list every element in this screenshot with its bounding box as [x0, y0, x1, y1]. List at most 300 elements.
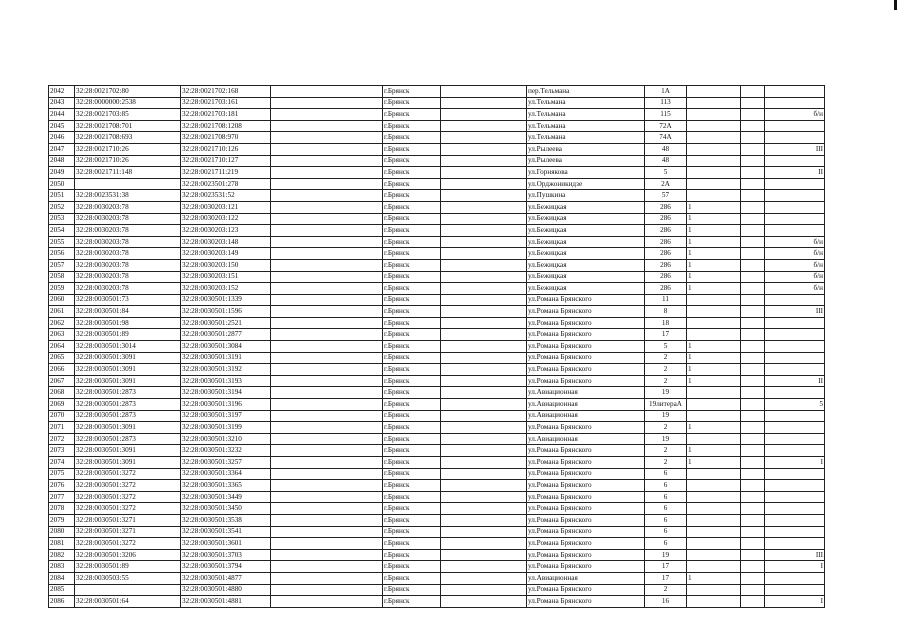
empty-cell	[441, 584, 527, 596]
cadastral-number	[75, 178, 181, 190]
city-cell: г.Брянск	[383, 236, 441, 248]
cadastral-number: 32:28:0030501:3271	[75, 526, 181, 538]
street-cell: ул.Романа Брянского	[527, 306, 645, 318]
row-number: 2050	[49, 178, 75, 190]
street-cell: ул.Романа Брянского	[527, 352, 645, 364]
premises-mark: II	[765, 167, 825, 179]
premises-mark	[765, 538, 825, 550]
premises-number: 32:28:0030501:3257	[181, 457, 271, 469]
premises-number: 32:28:0030501:1596	[181, 306, 271, 318]
street-cell: ул.Романа Брянского	[527, 480, 645, 492]
empty-cell	[271, 561, 383, 573]
street-cell: ул.Романа Брянского	[527, 503, 645, 515]
empty-cell	[271, 259, 383, 271]
premises-number: 32:28:0021711:219	[181, 167, 271, 179]
building-cell: 1	[687, 341, 741, 353]
row-number: 2067	[49, 375, 75, 387]
empty-cell	[271, 399, 383, 411]
cadastral-number: 32:28:0030203:78	[75, 271, 181, 283]
building-cell	[687, 491, 741, 503]
empty-cell	[271, 317, 383, 329]
empty-cell	[271, 503, 383, 515]
building-cell: 1	[687, 236, 741, 248]
building-cell	[687, 433, 741, 445]
building-cell: 1	[687, 445, 741, 457]
premises-mark	[765, 294, 825, 306]
empty-cell	[741, 480, 765, 492]
table-row	[49, 132, 825, 144]
empty-cell	[271, 167, 383, 179]
table-row	[49, 86, 825, 98]
street-cell: ул.Бежицкая	[527, 248, 645, 260]
table-row	[49, 225, 825, 237]
premises-number: 32:28:0030501:3193	[181, 375, 271, 387]
table-row	[49, 341, 825, 353]
cadastral-number: 32:28:0030501:3091	[75, 375, 181, 387]
empty-cell	[441, 143, 527, 155]
empty-cell	[271, 526, 383, 538]
city-cell: г.Брянск	[383, 364, 441, 376]
building-cell	[687, 410, 741, 422]
street-cell: ул.Орджоникидзе	[527, 178, 645, 190]
house-number: 2	[645, 445, 687, 457]
street-cell: ул.Авиационная	[527, 572, 645, 584]
empty-cell	[741, 538, 765, 550]
empty-cell	[741, 572, 765, 584]
table-row	[49, 201, 825, 213]
house-number: 19	[645, 410, 687, 422]
cadastral-number: 32:28:0030503:55	[75, 572, 181, 584]
house-number: 113	[645, 97, 687, 109]
house-number: 2	[645, 584, 687, 596]
empty-cell	[741, 364, 765, 376]
empty-cell	[741, 143, 765, 155]
building-cell: 1	[687, 225, 741, 237]
table-row	[49, 213, 825, 225]
empty-cell	[441, 445, 527, 457]
empty-cell	[441, 422, 527, 434]
cadastral-number: 32:28:0030501:3206	[75, 549, 181, 561]
street-cell: ул.Бежицкая	[527, 271, 645, 283]
empty-cell	[441, 514, 527, 526]
premises-number: 32:28:0030501:3191	[181, 352, 271, 364]
table-row	[49, 457, 825, 469]
building-cell	[687, 549, 741, 561]
cadastral-number: 32:28:0030501:3091	[75, 457, 181, 469]
table-row	[49, 433, 825, 445]
row-number: 2086	[49, 596, 75, 608]
premises-mark: I	[765, 596, 825, 608]
premises-number: 32:28:0030501:3365	[181, 480, 271, 492]
table-row	[49, 120, 825, 132]
empty-cell	[441, 86, 527, 98]
premises-number: 32:28:0021703:161	[181, 97, 271, 109]
empty-cell	[741, 317, 765, 329]
empty-cell	[271, 457, 383, 469]
house-number: 72А	[645, 120, 687, 132]
premises-number: 32:28:0021703:181	[181, 109, 271, 121]
cadastral-number: 32:28:0030501:3091	[75, 352, 181, 364]
building-cell	[687, 143, 741, 155]
premises-mark	[765, 433, 825, 445]
street-cell: ул.Романа Брянского	[527, 294, 645, 306]
row-number: 2080	[49, 526, 75, 538]
row-number: 2063	[49, 329, 75, 341]
empty-cell	[271, 109, 383, 121]
house-number: 48	[645, 143, 687, 155]
table-row	[49, 445, 825, 457]
table-row	[49, 143, 825, 155]
empty-cell	[441, 596, 527, 608]
empty-cell	[441, 387, 527, 399]
row-number: 2071	[49, 422, 75, 434]
empty-cell	[441, 491, 527, 503]
registry-table-container	[48, 85, 824, 608]
table-row	[49, 190, 825, 202]
premises-mark	[765, 178, 825, 190]
empty-cell	[741, 97, 765, 109]
house-number: 8	[645, 306, 687, 318]
street-cell: ул.Бежицкая	[527, 213, 645, 225]
row-number: 2045	[49, 120, 75, 132]
premises-number: 32:28:0030203:151	[181, 271, 271, 283]
house-number: 17	[645, 572, 687, 584]
premises-number: 32:28:0030501:3538	[181, 514, 271, 526]
house-number: 16	[645, 596, 687, 608]
city-cell: г.Брянск	[383, 86, 441, 98]
table-row	[49, 155, 825, 167]
cadastral-number: 32:28:0030501:3272	[75, 538, 181, 550]
street-cell: пер.Тельмана	[527, 86, 645, 98]
cadastral-number: 32:28:0030501:73	[75, 294, 181, 306]
empty-cell	[271, 410, 383, 422]
premises-mark	[765, 120, 825, 132]
table-row	[49, 317, 825, 329]
building-cell: 1	[687, 259, 741, 271]
street-cell: ул.Романа Брянского	[527, 491, 645, 503]
building-cell: 1	[687, 248, 741, 260]
empty-cell	[441, 399, 527, 411]
premises-number: 32:28:0030501:2521	[181, 317, 271, 329]
city-cell: г.Брянск	[383, 549, 441, 561]
registry-table	[48, 85, 825, 608]
premises-number: 32:28:0021710:126	[181, 143, 271, 155]
premises-mark	[765, 410, 825, 422]
city-cell: г.Брянск	[383, 259, 441, 271]
premises-mark	[765, 155, 825, 167]
premises-mark	[765, 572, 825, 584]
empty-cell	[441, 120, 527, 132]
empty-cell	[271, 271, 383, 283]
cadastral-number: 32:28:0021708:701	[75, 120, 181, 132]
premises-mark	[765, 352, 825, 364]
building-cell	[687, 306, 741, 318]
street-cell: ул.Романа Брянского	[527, 526, 645, 538]
house-number: 19	[645, 549, 687, 561]
cadastral-number: 32:28:0030203:78	[75, 213, 181, 225]
house-number: 57	[645, 190, 687, 202]
house-number: 18	[645, 317, 687, 329]
table-row	[49, 109, 825, 121]
empty-cell	[271, 584, 383, 596]
row-number: 2042	[49, 86, 75, 98]
empty-cell	[741, 259, 765, 271]
empty-cell	[741, 329, 765, 341]
table-row	[49, 352, 825, 364]
empty-cell	[441, 190, 527, 202]
premises-number: 32:28:0030501:4877	[181, 572, 271, 584]
cadastral-number	[75, 584, 181, 596]
city-cell: г.Брянск	[383, 514, 441, 526]
empty-cell	[271, 329, 383, 341]
table-row	[49, 410, 825, 422]
street-cell: ул.Авиационная	[527, 399, 645, 411]
street-cell: ул.Романа Брянского	[527, 445, 645, 457]
premises-number: 32:28:0030501:3192	[181, 364, 271, 376]
house-number: 17	[645, 561, 687, 573]
premises-mark: б/н	[765, 259, 825, 271]
street-cell: ул.Тельмана	[527, 97, 645, 109]
city-cell: г.Брянск	[383, 271, 441, 283]
row-number: 2060	[49, 294, 75, 306]
empty-cell	[441, 236, 527, 248]
cadastral-number: 32:28:0030501:3272	[75, 503, 181, 515]
table-row	[49, 283, 825, 295]
cadastral-number: 32:28:0030501:84	[75, 306, 181, 318]
table-row	[49, 468, 825, 480]
house-number: 2А	[645, 178, 687, 190]
city-cell: г.Брянск	[383, 97, 441, 109]
table-row	[49, 248, 825, 260]
table-row	[49, 236, 825, 248]
empty-cell	[741, 526, 765, 538]
row-number: 2062	[49, 317, 75, 329]
page-edge-mark	[894, 0, 897, 10]
street-cell: ул.Рылеева	[527, 155, 645, 167]
empty-cell	[741, 283, 765, 295]
city-cell: г.Брянск	[383, 445, 441, 457]
empty-cell	[741, 561, 765, 573]
premises-number: 32:28:0023531:52	[181, 190, 271, 202]
cadastral-number: 32:28:0030203:78	[75, 236, 181, 248]
premises-number: 32:28:0030203:123	[181, 225, 271, 237]
city-cell: г.Брянск	[383, 201, 441, 213]
table-row	[49, 561, 825, 573]
empty-cell	[441, 526, 527, 538]
building-cell: 1	[687, 271, 741, 283]
row-number: 2053	[49, 213, 75, 225]
house-number: 2	[645, 422, 687, 434]
table-row	[49, 549, 825, 561]
row-number: 2061	[49, 306, 75, 318]
city-cell: г.Брянск	[383, 538, 441, 550]
building-cell	[687, 97, 741, 109]
row-number: 2047	[49, 143, 75, 155]
empty-cell	[741, 201, 765, 213]
empty-cell	[441, 294, 527, 306]
table-row	[49, 364, 825, 376]
street-cell: ул.Тельмана	[527, 109, 645, 121]
street-cell: ул.Романа Брянского	[527, 584, 645, 596]
house-number: 286	[645, 248, 687, 260]
city-cell: г.Брянск	[383, 120, 441, 132]
city-cell: г.Брянск	[383, 132, 441, 144]
house-number: 5	[645, 167, 687, 179]
premises-number: 32:28:0030501:3084	[181, 341, 271, 353]
city-cell: г.Брянск	[383, 387, 441, 399]
premises-mark	[765, 364, 825, 376]
empty-cell	[441, 155, 527, 167]
empty-cell	[441, 132, 527, 144]
premises-mark	[765, 132, 825, 144]
premises-number: 32:28:0021708:970	[181, 132, 271, 144]
row-number: 2059	[49, 283, 75, 295]
building-cell	[687, 190, 741, 202]
premises-mark	[765, 201, 825, 213]
building-cell	[687, 294, 741, 306]
empty-cell	[441, 352, 527, 364]
city-cell: г.Брянск	[383, 457, 441, 469]
empty-cell	[741, 596, 765, 608]
empty-cell	[741, 178, 765, 190]
empty-cell	[271, 283, 383, 295]
empty-cell	[271, 364, 383, 376]
row-number: 2057	[49, 259, 75, 271]
city-cell: г.Брянск	[383, 317, 441, 329]
street-cell: ул.Романа Брянского	[527, 596, 645, 608]
premises-mark	[765, 526, 825, 538]
premises-mark: б/н	[765, 109, 825, 121]
street-cell: ул.Бежицкая	[527, 201, 645, 213]
empty-cell	[271, 572, 383, 584]
row-number: 2068	[49, 387, 75, 399]
table-row	[49, 178, 825, 190]
city-cell: г.Брянск	[383, 596, 441, 608]
premises-number: 32:28:0023501:278	[181, 178, 271, 190]
premises-mark: II	[765, 375, 825, 387]
empty-cell	[441, 480, 527, 492]
empty-cell	[741, 236, 765, 248]
table-row	[49, 271, 825, 283]
cadastral-number: 32:28:0030203:78	[75, 201, 181, 213]
table-row	[49, 491, 825, 503]
empty-cell	[271, 201, 383, 213]
cadastral-number: 32:28:0000000:2538	[75, 97, 181, 109]
cadastral-number: 32:28:0030501:2873	[75, 433, 181, 445]
premises-mark: б/н	[765, 236, 825, 248]
house-number: 286	[645, 283, 687, 295]
city-cell: г.Брянск	[383, 248, 441, 260]
table-row	[49, 422, 825, 434]
premises-number: 32:28:0030501:4880	[181, 584, 271, 596]
street-cell: ул.Романа Брянского	[527, 317, 645, 329]
building-cell	[687, 584, 741, 596]
building-cell	[687, 526, 741, 538]
building-cell: 1	[687, 422, 741, 434]
empty-cell	[741, 190, 765, 202]
building-cell: 1	[687, 352, 741, 364]
empty-cell	[741, 132, 765, 144]
table-row	[49, 503, 825, 515]
row-number: 2051	[49, 190, 75, 202]
house-number: 17	[645, 329, 687, 341]
house-number: 19	[645, 433, 687, 445]
table-row	[49, 514, 825, 526]
premises-number: 32:28:0030203:150	[181, 259, 271, 271]
empty-cell	[441, 538, 527, 550]
house-number: 5	[645, 341, 687, 353]
cadastral-number: 32:28:0030501:64	[75, 596, 181, 608]
building-cell	[687, 399, 741, 411]
premises-number: 32:28:0030203:148	[181, 236, 271, 248]
empty-cell	[441, 248, 527, 260]
empty-cell	[271, 514, 383, 526]
premises-mark: III	[765, 143, 825, 155]
house-number: 48	[645, 155, 687, 167]
city-cell: г.Брянск	[383, 155, 441, 167]
empty-cell	[441, 410, 527, 422]
empty-cell	[741, 375, 765, 387]
empty-cell	[741, 410, 765, 422]
empty-cell	[441, 97, 527, 109]
row-number: 2074	[49, 457, 75, 469]
house-number: 6	[645, 480, 687, 492]
city-cell: г.Брянск	[383, 213, 441, 225]
row-number: 2083	[49, 561, 75, 573]
empty-cell	[741, 468, 765, 480]
house-number: 6	[645, 514, 687, 526]
row-number: 2046	[49, 132, 75, 144]
house-number: 1А	[645, 86, 687, 98]
premises-mark	[765, 514, 825, 526]
empty-cell	[271, 341, 383, 353]
street-cell: ул.Романа Брянского	[527, 468, 645, 480]
premises-mark	[765, 503, 825, 515]
empty-cell	[741, 306, 765, 318]
premises-number: 32:28:0030203:121	[181, 201, 271, 213]
city-cell: г.Брянск	[383, 283, 441, 295]
premises-number: 32:28:0030501:3232	[181, 445, 271, 457]
empty-cell	[271, 491, 383, 503]
city-cell: г.Брянск	[383, 375, 441, 387]
cadastral-number: 32:28:0030501:3091	[75, 445, 181, 457]
city-cell: г.Брянск	[383, 410, 441, 422]
premises-mark	[765, 445, 825, 457]
premises-number: 32:28:0021702:168	[181, 86, 271, 98]
table-row	[49, 97, 825, 109]
street-cell: ул.Романа Брянского	[527, 457, 645, 469]
building-cell	[687, 480, 741, 492]
house-number: 6	[645, 538, 687, 550]
house-number: 286	[645, 201, 687, 213]
house-number: 286	[645, 225, 687, 237]
premises-mark	[765, 491, 825, 503]
building-cell	[687, 503, 741, 515]
empty-cell	[741, 457, 765, 469]
cadastral-number: 32:28:0030203:78	[75, 248, 181, 260]
house-number: 6	[645, 526, 687, 538]
city-cell: г.Брянск	[383, 190, 441, 202]
premises-number: 32:28:0030501:3194	[181, 387, 271, 399]
premises-number: 32:28:0030501:3449	[181, 491, 271, 503]
premises-mark: III	[765, 549, 825, 561]
empty-cell	[271, 294, 383, 306]
row-number: 2066	[49, 364, 75, 376]
row-number: 2076	[49, 480, 75, 492]
cadastral-number: 32:28:0021710:26	[75, 143, 181, 155]
row-number: 2049	[49, 167, 75, 179]
street-cell: ул.Авиационная	[527, 387, 645, 399]
